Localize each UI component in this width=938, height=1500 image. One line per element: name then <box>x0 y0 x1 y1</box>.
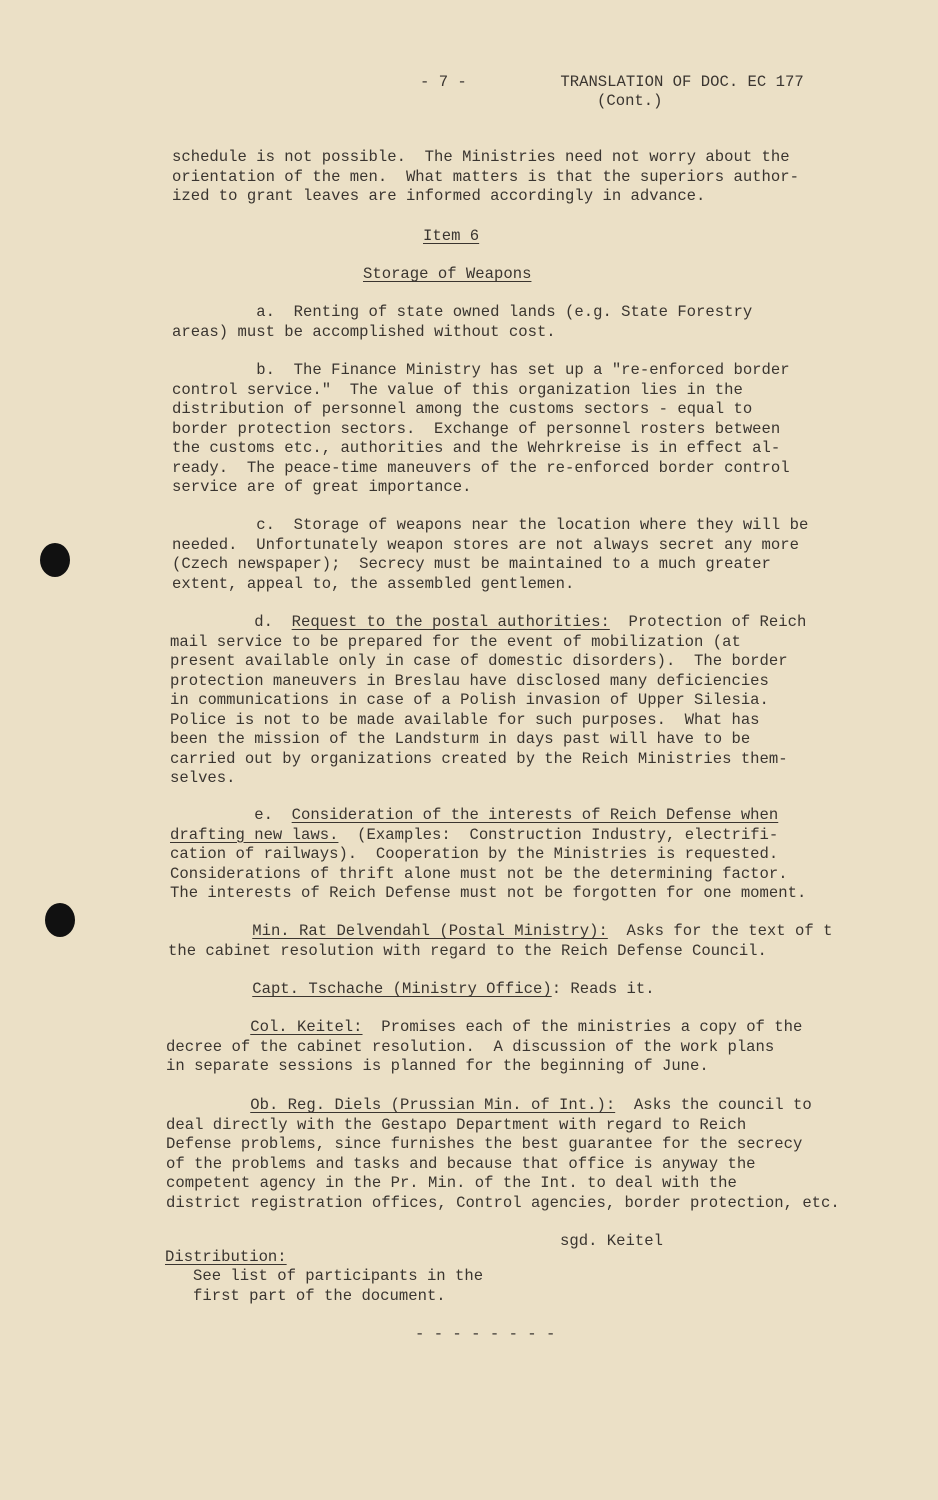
line-text: selves. <box>170 769 236 787</box>
text-line <box>166 1018 802 1038</box>
line-text: Considerations of thrift alone must not be the determining factor. <box>170 864 788 883</box>
text-line <box>172 536 808 556</box>
line-text: (Czech newspaper); Secrecy must be maintained to a much greater <box>172 555 771 573</box>
text-line <box>172 381 790 401</box>
text-line <box>168 922 832 942</box>
line-text: Protection of Reich <box>609 613 807 631</box>
line-text: cation of railways). Cooperation by the Ministries is requested. <box>170 845 779 863</box>
text-line <box>170 613 806 633</box>
text-line <box>166 1194 840 1214</box>
text-line <box>170 884 806 904</box>
text-line <box>172 459 790 479</box>
text-line <box>170 633 806 653</box>
line-text: carried out by organizations created by the Reich Ministries them- <box>170 749 788 768</box>
line-text: deal directly with the Gestapo Department with regard to Reich <box>166 1115 747 1134</box>
underlined-text: Ob. Reg. Diels (Prussian Min. of Int.): <box>250 1096 616 1114</box>
line-text: in separate sessions is planned for the beginning of June. <box>166 1057 709 1075</box>
text-line <box>170 826 806 846</box>
text-line <box>170 750 806 770</box>
underlined-text: Consideration of the interests of Reich Defense when <box>291 806 779 824</box>
line-text: ready. The peace-time maneuvers of the re-enforced border control <box>172 458 790 477</box>
underlined-text: Col. Keitel: <box>250 1018 363 1036</box>
continuation-label: (Cont.) <box>597 92 663 110</box>
line-text: schedule is not possible. The Ministries need not worry about the <box>172 148 790 166</box>
text-line <box>166 1096 840 1116</box>
text-line <box>172 516 808 536</box>
line-text: present available only in case of domestic disorders). The border <box>170 652 788 670</box>
text-line <box>166 1038 802 1058</box>
paragraph-d <box>170 613 806 789</box>
text-line <box>172 361 790 381</box>
line-text: in communications in case of a Polish invasion of Upper Silesia. <box>170 691 769 709</box>
text-line <box>170 769 806 789</box>
text-line <box>193 1267 483 1287</box>
line-text: ized to grant leaves are informed accordingly in advance. <box>172 187 706 205</box>
text-line <box>172 439 790 459</box>
underlined-text: Capt. Tschache (Ministry Office) <box>252 980 552 998</box>
line-text: a. Renting of state owned lands (e.g. State Forestry <box>172 303 753 321</box>
text-line <box>170 711 806 731</box>
text-line <box>166 1155 840 1175</box>
page-number: - 7 - <box>420 73 467 91</box>
line-text: distribution of personnel among the customs sectors - equal to <box>172 400 753 418</box>
text-line <box>170 806 806 826</box>
line-text <box>166 1096 250 1114</box>
page-header <box>420 73 804 93</box>
line-text: Police is not to be made available for such purposes. What has <box>170 710 760 729</box>
item-heading: Item 6 <box>423 227 480 245</box>
text-line <box>170 845 806 865</box>
line-text: service are of great importance. <box>172 478 472 496</box>
line-text: Defense problems, since furnishes the best guarantee for the secrecy <box>166 1135 803 1153</box>
line-text <box>166 1018 250 1036</box>
line-text: Promises each of the ministries a copy of the <box>362 1018 803 1036</box>
line-text: b. The Finance Ministry has set up a "re-enforced border <box>172 361 790 379</box>
line-text: (Examples: Construction Industry, electrifi- <box>338 825 779 844</box>
text-line <box>170 730 806 750</box>
line-text: decree of the cabinet resolution. A discussion of the work plans <box>166 1037 775 1056</box>
document-title: TRANSLATION OF DOC. EC 177 <box>560 73 804 91</box>
line-text: been the mission of the Landsturm in days past will have to be <box>170 730 751 748</box>
line-text: The interests of Reich Defense must not be forgotten for one moment. <box>170 884 807 902</box>
paragraph-c <box>172 516 808 594</box>
end-rule: - - - - - - - - <box>415 1325 556 1343</box>
line-text: See list of participants in the <box>193 1267 484 1285</box>
line-text: needed. Unfortunately weapon stores are not always secret any more <box>172 535 799 554</box>
text-line <box>172 555 808 575</box>
text-line <box>172 420 790 440</box>
punch-hole <box>40 543 70 577</box>
text-line <box>170 865 806 885</box>
line-text <box>168 980 252 998</box>
line-text: areas) must be accomplished without cost. <box>172 322 556 341</box>
text-line <box>172 400 790 420</box>
line-text: first part of the document. <box>193 1286 446 1305</box>
line-text: orientation of the men. What matters is that the superiors author- <box>172 167 799 186</box>
text-line <box>172 187 799 207</box>
text-line <box>170 672 806 692</box>
line-text: : Reads it. <box>551 980 655 998</box>
line-text: protection maneuvers in Breslau have disclosed many deficiencies <box>170 671 769 690</box>
line-text: extent, appeal to, the assembled gentlemen. <box>172 574 575 593</box>
paragraph-e <box>170 806 806 904</box>
text-line <box>172 478 790 498</box>
line-text: competent agency in the Pr. Min. of the Int. to deal with the <box>166 1174 737 1192</box>
line-text: the customs etc., authorities and the Wehrkreise is in effect al- <box>172 439 781 457</box>
line-text: district registration offices, Control agencies, border protection, etc. <box>166 1193 840 1212</box>
line-text: Asks for the text of t <box>607 922 833 940</box>
text-line <box>166 1116 840 1136</box>
line-text: c. Storage of weapons near the location where they will be <box>172 516 809 534</box>
paragraph-diels <box>166 1096 840 1213</box>
text-line <box>170 652 806 672</box>
punch-hole <box>45 903 75 937</box>
underlined-text: Min. Rat Delvendahl (Postal Ministry): <box>252 922 608 940</box>
line-text: border protection sectors. Exchange of personnel rosters between <box>172 419 781 438</box>
line-text <box>168 922 252 940</box>
line-text: Asks the council to <box>615 1096 812 1114</box>
paragraph-keitel <box>166 1018 802 1077</box>
text-line <box>172 168 799 188</box>
subject-heading: Storage of Weapons <box>363 265 532 283</box>
underlined-text: drafting new laws. <box>170 825 339 844</box>
text-line <box>168 942 832 962</box>
text-line <box>168 980 655 1000</box>
line-text: control service." The value of this organization lies in the <box>172 380 743 399</box>
text-line <box>172 303 752 323</box>
text-line <box>166 1174 840 1194</box>
text-line <box>193 1287 483 1307</box>
signature: sgd. Keitel <box>560 1232 663 1250</box>
text-line <box>172 575 808 595</box>
paragraph-delvendahl <box>168 922 832 961</box>
distribution-label: Distribution: <box>165 1248 287 1266</box>
text-line <box>170 691 806 711</box>
text-line <box>172 323 752 343</box>
text-line <box>172 148 799 168</box>
paragraph-b <box>172 361 790 498</box>
paragraph-intro <box>172 148 799 207</box>
line-text: e. <box>170 806 292 824</box>
text-line <box>166 1057 802 1077</box>
paragraph-a <box>172 303 752 342</box>
paragraph-tschache <box>168 980 655 1000</box>
line-text: mail service to be prepared for the event of mobilization (at <box>170 632 741 651</box>
underlined-text: Request to the postal authorities: <box>291 613 610 631</box>
line-text: the cabinet resolution with regard to the Reich Defense Council. <box>168 941 767 960</box>
distribution-text <box>193 1267 483 1306</box>
line-text: d. <box>170 613 292 631</box>
text-line <box>166 1135 840 1155</box>
line-text: of the problems and tasks and because that office is anyway the <box>166 1154 756 1173</box>
